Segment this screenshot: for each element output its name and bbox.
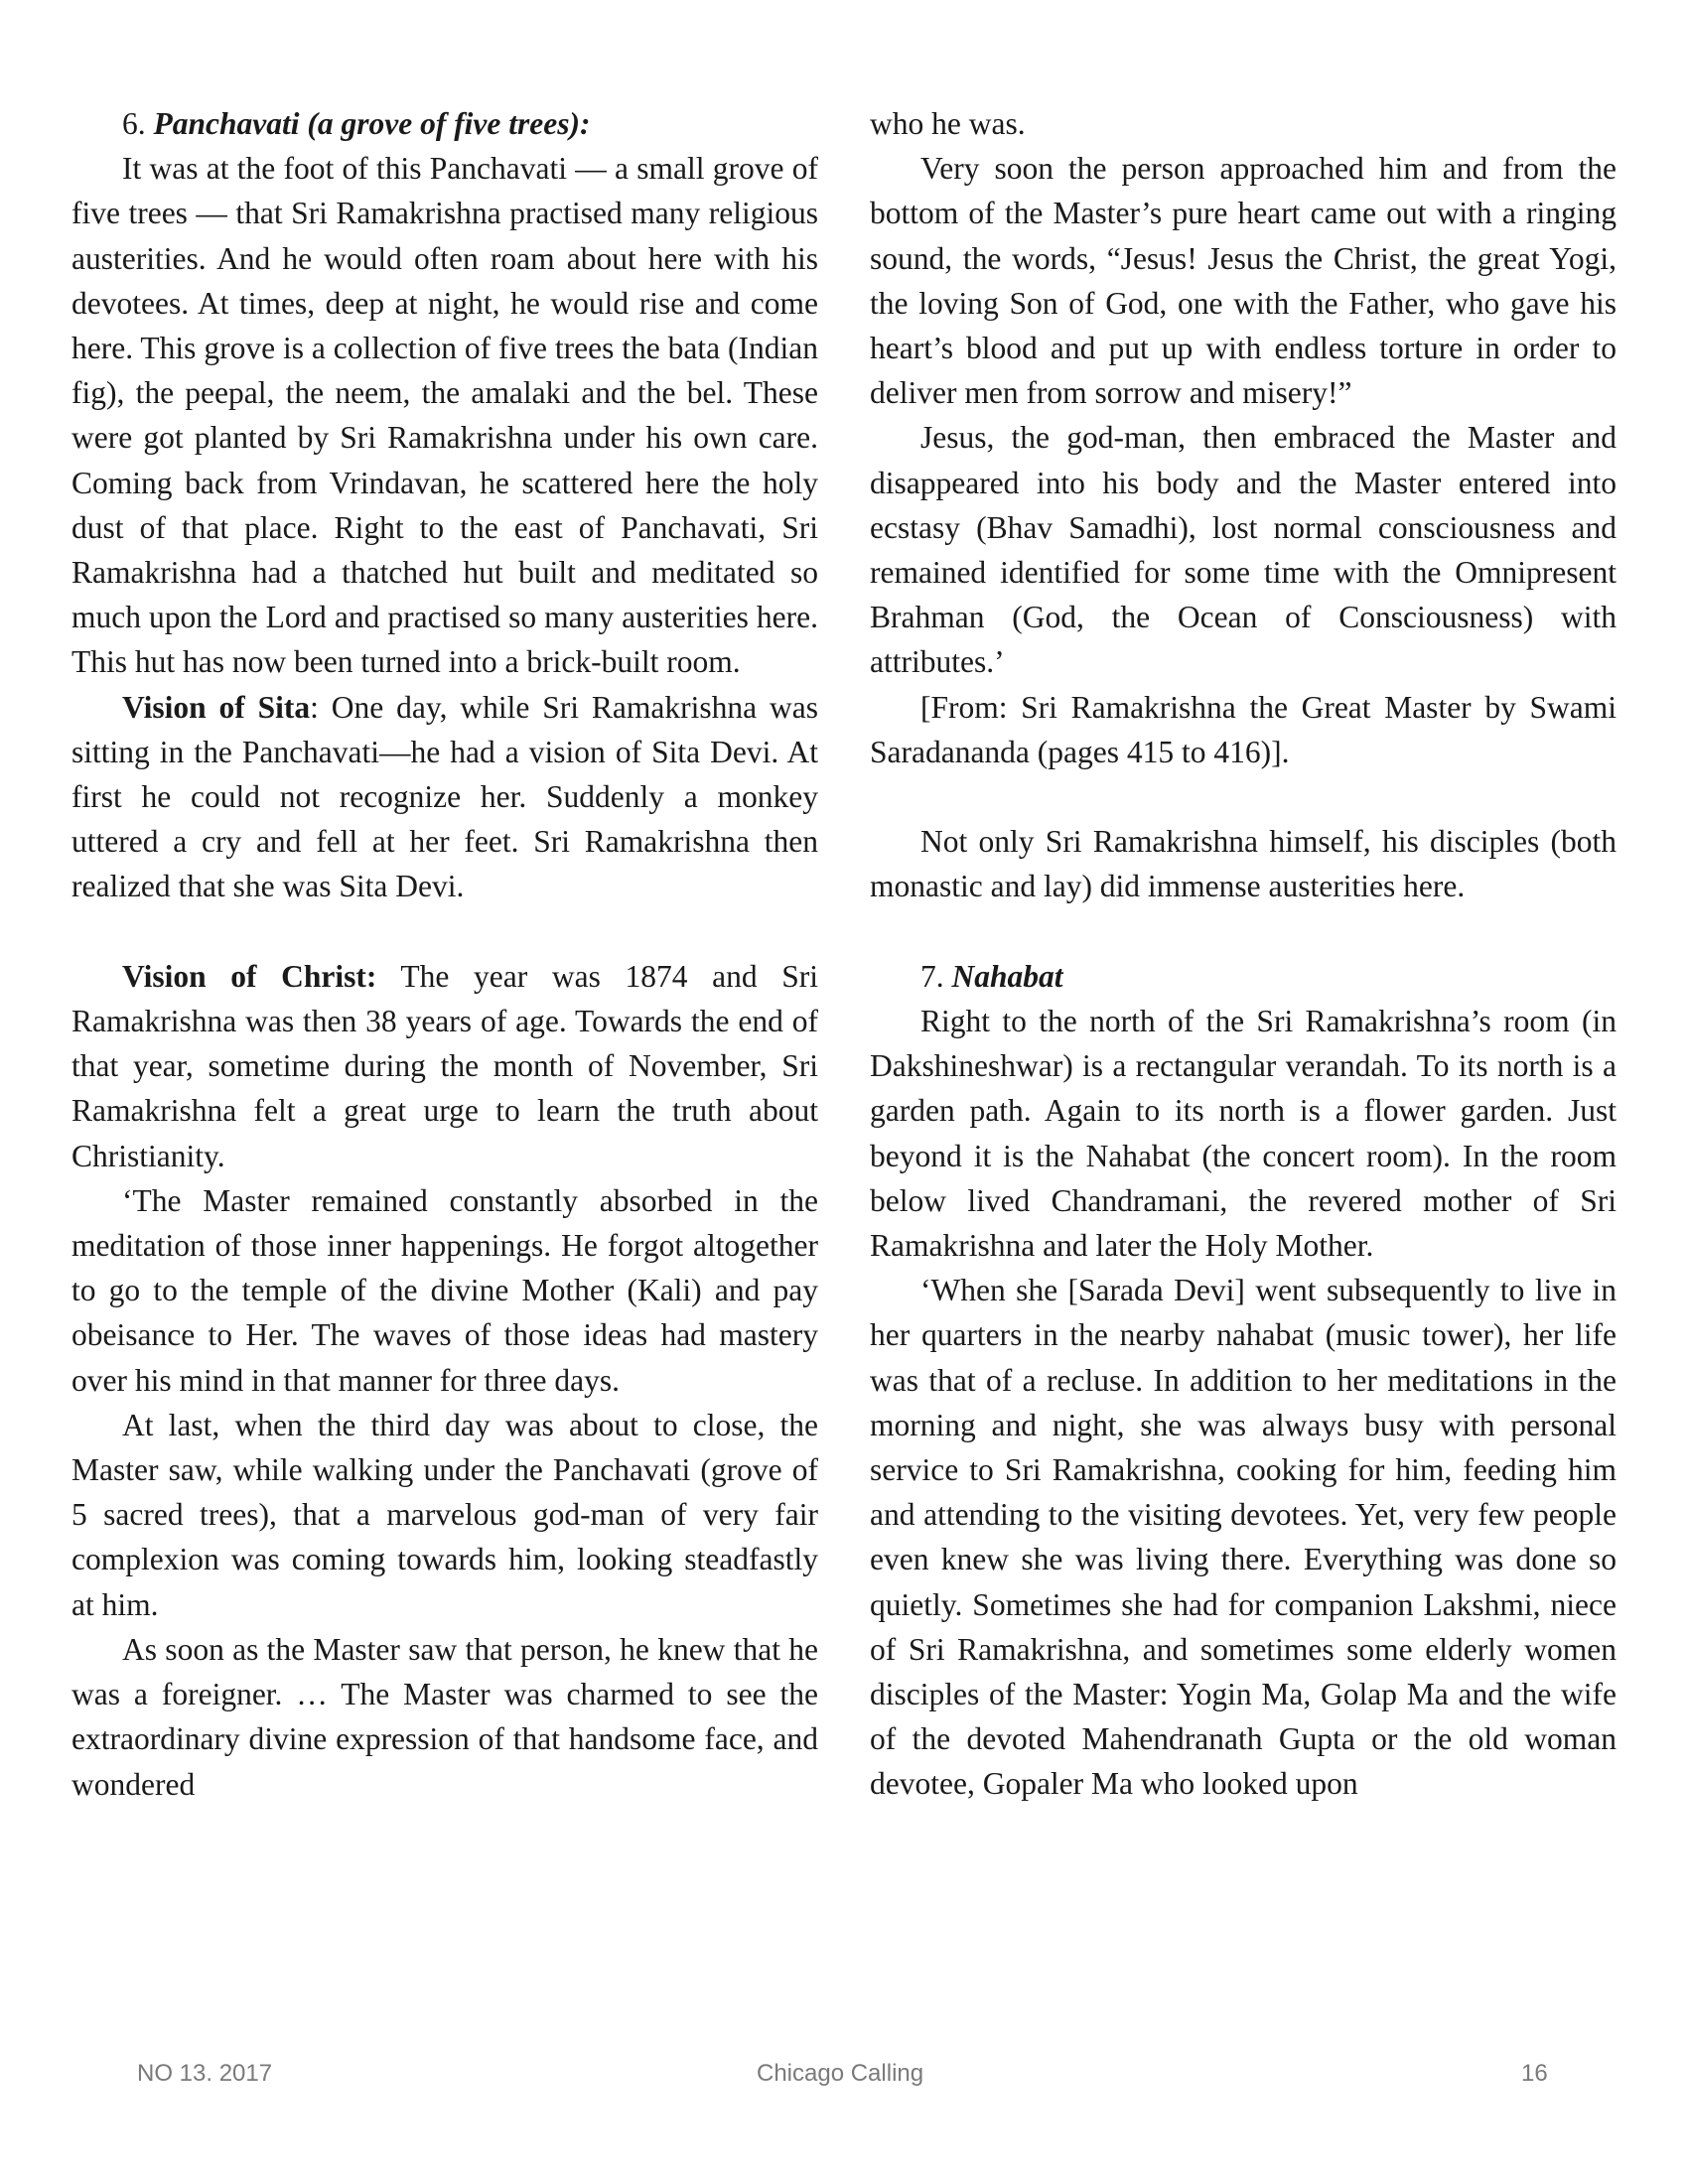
vision-of-sita-text: : One day, while Sri Ramakrishna was sitting in the Panchavati—he had a vision of Sita Devi. At first he could not recognize her. Suddenly a monkey uttered a cry and fell at her feet. Sri Ramakrishna then realized that she was Sita Devi.	[71, 689, 818, 904]
god-man-paragraph: Jesus, the god-man, then embraced the Master and disappeared into his body and the Master entered into ecstasy (Bhav Samadhi), lost normal consciousness and remained identified for some time with the Omnipresent Brahman (God, the Ocean of Consciousness) with attributes.’	[870, 420, 1617, 680]
vision-of-sita-label: Vision of Sita	[122, 689, 311, 725]
third-day-paragraph: At last, when the third day was about to close, the Master saw, while walking under the Panchavati (grove of 5 sacred trees), that a marvelous god-man of very fair complexion was coming towards him, looking steadfastly at him.	[71, 1407, 818, 1622]
paragraph-gap	[870, 909, 1617, 954]
footer-issue: NO 13. 2017	[137, 2060, 273, 2087]
vision-of-sita-paragraph	[71, 685, 818, 909]
footer-magazine-title: Chicago Calling	[757, 2060, 924, 2087]
section-7-title: Nahabat	[951, 958, 1063, 994]
sarada-devi-paragraph: ‘When she [Sarada Devi] went subsequently to live in her quarters in the nearby nahabat (music tower), her life was that of a recluse. In addition to her meditations in the morning and night, she was always busy with personal service to Sri Ramakrishna, cooking for him, feeding him and attending to the visiting devotees. Yet, very few people even knew she was living there. Everything was done so quietly. Sometimes she had for companion Lakshmi, niece of Sri Ramakrishna, and sometimes some elderly women disciples of the Master: Yogin Ma, Golap Ma and the wife of the devoted Mahendranath Gupta or the old woman devotee, Gopaler Ma who looked upon	[870, 1273, 1617, 1802]
section-6-heading	[71, 101, 818, 146]
foreigner-paragraph: As soon as the Master saw that person, he knew that he was a foreigner. … The Master was charmed to see the extraordinary divine expression of that handsome face, and wondered	[71, 1631, 818, 1802]
section-6-number: 6.	[122, 106, 154, 141]
paragraph-gap	[71, 909, 818, 954]
section-7-heading	[870, 954, 1617, 999]
right-column	[870, 101, 1617, 1807]
footer-page-number: 16	[1521, 2060, 1548, 2087]
vision-of-christ-text: The year was 1874 and Sri Ramakrishna was then 38 years of age. Towards the end of that year, sometime during the month of November, Sri Ramakrishna felt a great urge to learn the truth about Christianity.	[71, 958, 818, 1173]
disciples-paragraph: Not only Sri Ramakrishna himself, his disciples (both monastic and lay) did immense austerities here.	[870, 824, 1617, 904]
jesus-paragraph: Very soon the person approached him and from the bottom of the Master’s pure heart came out with a ringing sound, the words, “Jesus! Jesus the Christ, the great Yogi, the loving Son of God, one with the Father, who gave his heart’s blood and put up with endless torture in order to deliver men from sorrow and misery!”	[870, 151, 1617, 411]
section-6-paragraph: It was at the foot of this Panchavati — a small grove of five trees — that Sri Ramakrishna practised many religious austerities. And he would often roam about here with his devotees. At times, deep at night, he would rise and come here. This grove is a collection of five trees the bata (Indian fig), the peepal, the neem, the amalaki and the bel. These were got planted by Sri Ramakrishna under his own care. Coming back from Vrindavan, he scattered here the holy dust of that place. Right to the east of Panchavati, Sri Ramakrishna had a thatched hut built and meditated so much upon the Lord and practised so many austerities here. This hut has now been turned into a brick-built room.	[71, 151, 818, 680]
citation-paragraph: [From: Sri Ramakrishna the Great Master by Swami Saradananda (pages 415 to 416)].	[870, 689, 1617, 769]
vision-of-christ-paragraph	[71, 954, 818, 1178]
master-absorbed-paragraph: ‘The Master remained constantly absorbed in the meditation of those inner happenings. He forgot altogether to go to the temple of the divine Mother (Kali) and pay obeisance to Her. The waves of those ideas had mastery over his mind in that manner for three days.	[71, 1182, 818, 1398]
continuation-line: who he was.	[870, 106, 1026, 141]
left-column	[71, 101, 818, 1807]
section-7-number: 7.	[920, 958, 952, 994]
paragraph-gap	[870, 774, 1617, 819]
nahabat-paragraph: Right to the north of the Sri Ramakrishna’s room (in Dakshineshwar) is a rectangular verandah. To its north is a garden path. Again to its north is a flower garden. Just beyond it is the Nahabat (the concert room). In the room below lived Chandramani, the revered mother of Sri Ramakrishna and later the Holy Mother.	[870, 1004, 1617, 1264]
vision-of-christ-label: Vision of Christ:	[122, 958, 377, 994]
section-6-title: Panchavati (a grove of five trees):	[153, 106, 591, 141]
